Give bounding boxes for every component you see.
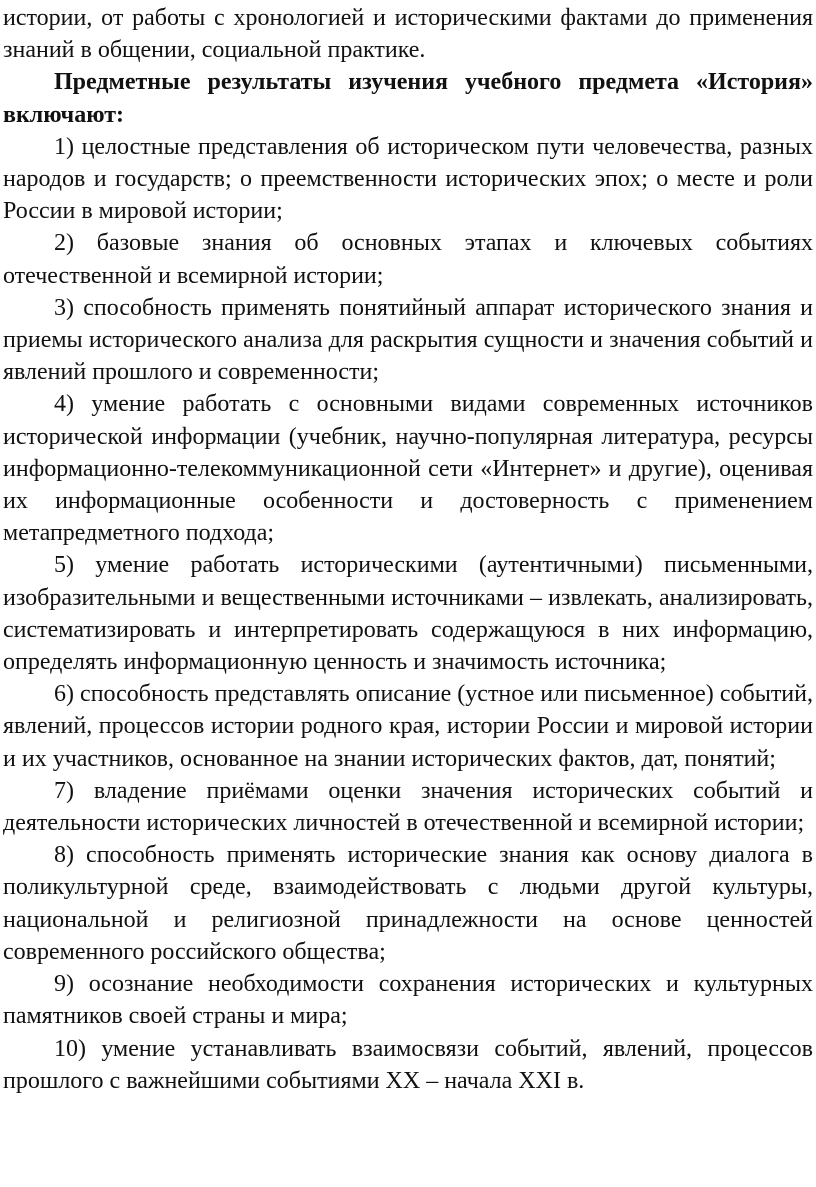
list-item: 10) умение устанавливать взаимосвязи событий, явлений, процессов прошлого с важнейшими событиями XX – начала XXI в. [3,1035,813,1094]
list-item: 5) умение работать историческими (аутентичными) письменными, изобразительными и вещественными источниками – извлекать, анализировать, систематизировать и интерпретировать содержащуюся в них информацию, определять информационную ценность и значимость источника; [3,552,813,676]
list-item: 6) способность представлять описание (устное или письменное) событий, явлений, процессов истории родного края, истории России и мировой истории и их участников, основанное на знании исторических фактов, дат, понятий; [3,681,813,772]
list-item: 2) базовые знания об основных этапах и ключевых событиях отечественной и всемирной истории; [3,230,813,289]
list-item: 9) осознание необходимости сохранения исторических и культурных памятников своей страны и мира; [3,971,813,1030]
list-item: 8) способность применять исторические знания как основу диалога в поликультурной среде, взаимодействовать с людьми другой культуры, национальной и религиозной принадлежности на основе ценностей современного российского общества; [3,842,813,965]
intro-continuation-paragraph: истории, от работы с хронологией и историческими фактами до применения знаний в общении, социальной практике. [3,5,813,64]
list-item: 3) способность применять понятийный аппарат исторического знания и приемы исторического анализа для раскрытия сущности и значения событий и явлений прошлого и современности; [3,294,813,386]
list-item: 4) умение работать с основными видами современных источников исторической информации (учебник, научно-популярная литература, ресурсы информационно-телекоммуникационной сети «Интернет» и другие), оценивая их информационные особенности и достоверность с применением метапредметного подхода; [3,391,813,547]
document-page [0,2,816,1097]
list-item: 1) целостные представления об историческом пути человечества, разных народов и государств; о преемственности исторических эпох; о месте и роли России в мировой истории; [3,133,813,225]
section-heading: Предметные результаты изучения учебного предмета «История» включают: [3,69,813,128]
list-item: 7) владение приёмами оценки значения исторических событий и деятельности исторических личностей в отечественной и всемирной истории; [3,777,813,837]
